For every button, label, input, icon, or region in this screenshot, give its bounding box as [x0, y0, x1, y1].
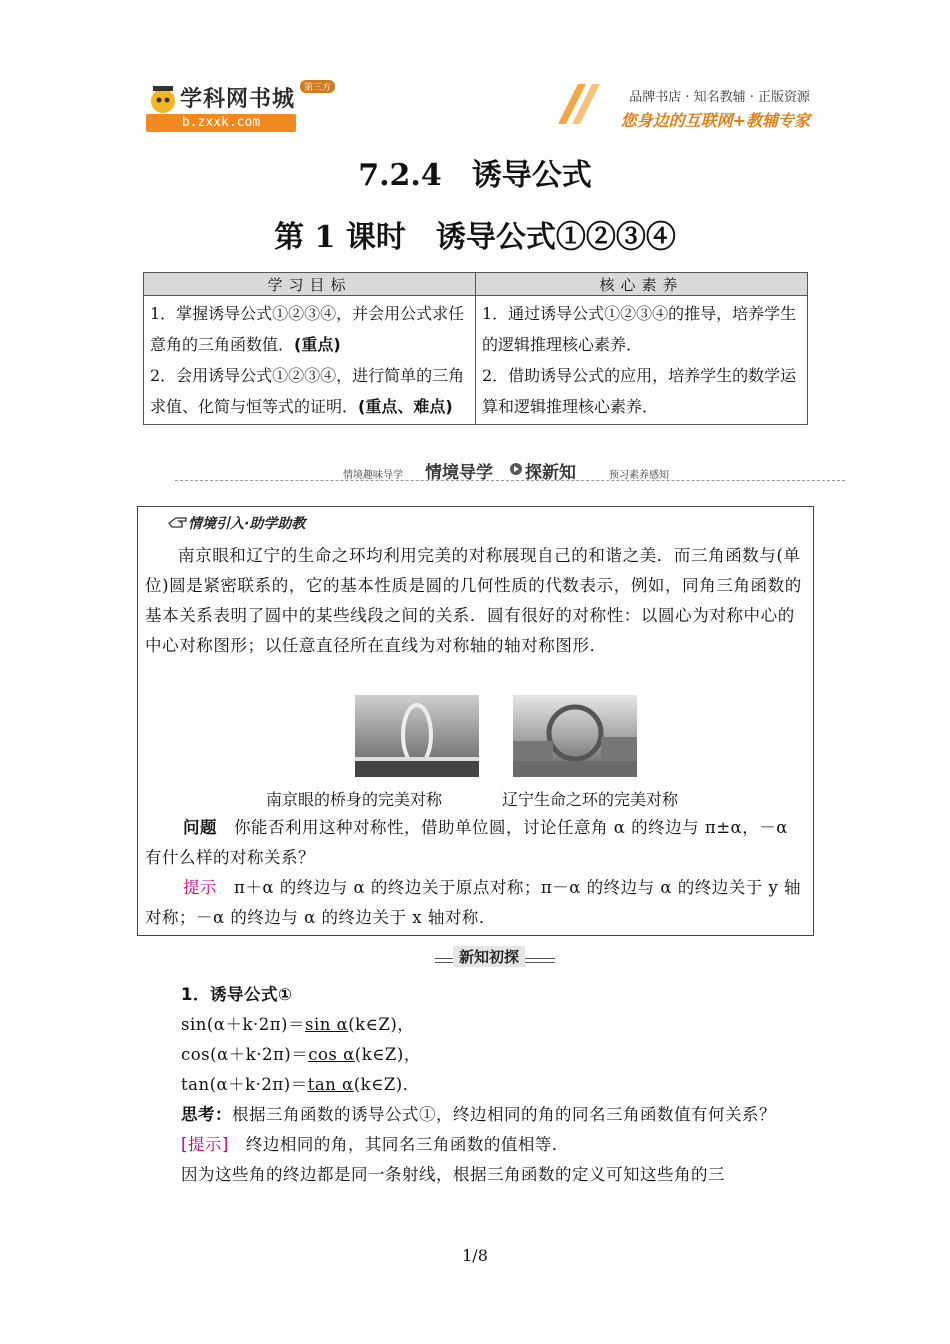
hint-text: π＋α 的终边与 α 的终边关于原点对称；π－α 的终边与 α 的终边关于 y 轴对称；－α 的终边与 α 的终边关于 x 轴对称． — [145, 878, 802, 927]
objective-tag: (重点) — [294, 335, 341, 354]
formula-sin-answer: sin α — [304, 1015, 349, 1034]
mascot-icon — [146, 82, 180, 116]
banner-main-text: 情境导学 — [425, 463, 493, 483]
brand-tagline: 您身边的互联网+教辅专家 — [620, 111, 810, 130]
page-title: 7.2.4 诱导公式 — [358, 158, 592, 193]
context-paragraph: 南京眼和辽宁的生命之环均利用完美的对称展现自己的和谐之美．而三角函数与(单位)圆是紧密联系的，它的基本性质是圆的几何性质的代数表示，例如，同角三角函数的基本关系表明了圆中的某些线段之间的关系．圆有很好的对称性：以圆心为对称中心的中心对称图形；以任意直径所在直线为对称轴的轴对称图形． — [145, 546, 802, 655]
photo-caption-2: 辽宁生命之环的完美对称 — [502, 790, 679, 809]
hint-label: 提示 — [183, 878, 217, 897]
think-question — [143, 1100, 808, 1130]
objectives-cell — [144, 296, 476, 425]
think-text: 根据三角函数的诱导公式①，终边相同的角的同名三角函数值有何关系？ — [232, 1105, 776, 1124]
table-header-competencies: 核心素养 — [476, 273, 808, 296]
context-heading: 情境引入·助学助教 — [188, 516, 306, 532]
formula-cos: cos(α＋k·2π)＝cos α(k∈Z)， — [181, 1045, 421, 1064]
formula-sin: sin(α＋k·2π)＝sin α(k∈Z)， — [181, 1015, 415, 1034]
logo-url[interactable]: b.zxxk.com — [146, 114, 296, 132]
objective-item: 1．掌握诱导公式①②③④，并会用公式求任意角的三角函数值． — [150, 304, 465, 354]
liaoning-ring-photo — [513, 695, 637, 777]
section-banner — [175, 458, 845, 481]
question-block — [145, 813, 807, 933]
photo-caption-1: 南京眼的桥身的完美对称 — [266, 790, 443, 809]
objectives-table — [143, 272, 808, 425]
logo-text: 学科网书城 — [180, 87, 296, 112]
competency-item: 1．通过诱导公式①②③④的推导，培养学生的逻辑推理核心素养． — [482, 304, 797, 354]
formula-tan-answer: tan α — [307, 1075, 354, 1094]
question-text: 你能否利用这种对称性，借助单位圆，讨论任意角 α 的终边与 π±α，－α 有什么样的对称关系？ — [145, 818, 788, 867]
context-box — [137, 506, 814, 936]
decorative-stripes-icon — [548, 84, 608, 124]
think-hint-label: [提示] — [181, 1135, 229, 1154]
formula-section — [143, 980, 808, 1190]
competencies-cell — [476, 296, 808, 425]
objective-item: 2．会用诱导公式①②③④，进行简单的三角求值、化简与恒等式的证明． — [150, 366, 465, 416]
formula-cos-answer: cos α — [308, 1045, 355, 1064]
page-subtitle: 第 1 课时 诱导公式①②③④ — [274, 220, 676, 255]
banner-left-text: 情境趣味导学 — [343, 470, 403, 481]
think-hint-text: 终边相同的角，其同名三角函数的值相等． — [245, 1135, 569, 1154]
arrow-circle-icon — [509, 462, 523, 476]
reason-text: 因为这些角的终边都是同一条射线，根据三角函数的定义可知这些角的三 — [181, 1165, 725, 1184]
banner-main-text-2: 探新知 — [525, 463, 576, 483]
question-label: 问题 — [183, 818, 217, 837]
think-label: 思考： — [181, 1105, 232, 1124]
banner-right-text: 预习素养感知 — [609, 470, 669, 481]
new-knowledge-label: 新知初探 — [453, 946, 525, 967]
formula-tan: tan(α＋k·2π)＝tan α(k∈Z)． — [181, 1075, 420, 1094]
objective-tag: (重点、难点) — [358, 397, 453, 416]
nanjing-eye-photo — [355, 695, 479, 777]
new-knowledge-banner — [435, 946, 555, 968]
logo-badge: 第三方 — [300, 80, 335, 93]
site-logo[interactable] — [140, 80, 340, 136]
think-hint — [143, 1130, 808, 1160]
competency-item: 2．借助诱导公式的应用，培养学生的数学运算和逻辑推理核心素养． — [482, 366, 797, 416]
table-header-objectives: 学习目标 — [144, 273, 476, 296]
hand-pointer-icon — [168, 515, 188, 529]
page-number: 1/8 — [462, 1246, 488, 1265]
brand-slogan: 品牌书店 · 知名教辅 · 正版资源 — [629, 90, 810, 105]
formula-title: 1．诱导公式① — [181, 985, 293, 1004]
